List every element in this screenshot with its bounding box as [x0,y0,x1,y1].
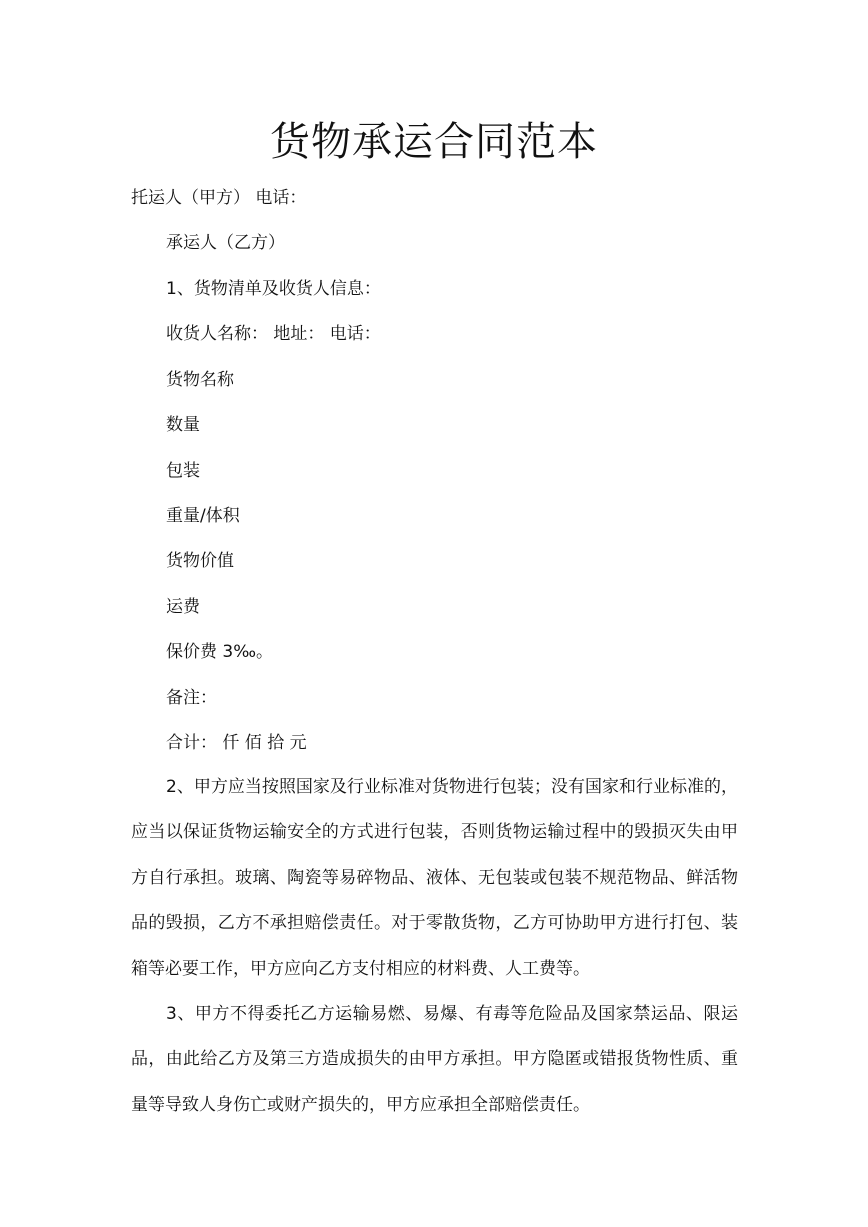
clause-2: 2、甲方应当按照国家及行业标准对货物进行包装；没有国家和行业标准的，应当以保证货物运输安全的方式进行包装，否则货物运输过程中的毁损灭失由甲方自行承担。玻璃、陶瓷等易碎物品、液体、无包装或包装不规范物品、鲜活物品的毁损，乙方不承担赔偿责任。对于零散货物，乙方可协助甲方进行打包、装箱等必要工作，甲方应向乙方支付相应的材料费、人工费等。 [131,777,738,979]
section1-heading: 1、货物清单及收货人信息： [166,279,381,299]
field-total: 合计： 仟 佰 拾 元 [166,733,307,753]
clause-3: 3、甲方不得委托乙方运输易燃、易爆、有毒等危险品及国家禁运品、限运品，由此给乙方及第三方造成损失的由甲方承担。甲方隐匿或错报货物性质、重量等导致人身伤亡或财产损失的，甲方应承担全部赔偿责任。 [131,1004,738,1115]
field-quantity: 数量 [166,415,200,435]
field-packaging: 包装 [166,461,200,481]
shipper-line: 托运人（甲方） 电话： [131,188,307,208]
carrier-line: 承运人（乙方） [166,233,285,253]
field-goods-name: 货物名称 [166,370,234,390]
field-insurance: 保价费 3‰。 [166,642,274,662]
document-title: 货物承运合同范本 [270,119,598,165]
field-goods-value: 货物价值 [166,551,234,571]
field-freight: 运费 [166,597,200,617]
field-remarks: 备注： [166,688,217,708]
field-weight-volume: 重量/体积 [166,506,240,526]
consignee-line: 收货人名称： 地址： 电话： [166,324,381,344]
